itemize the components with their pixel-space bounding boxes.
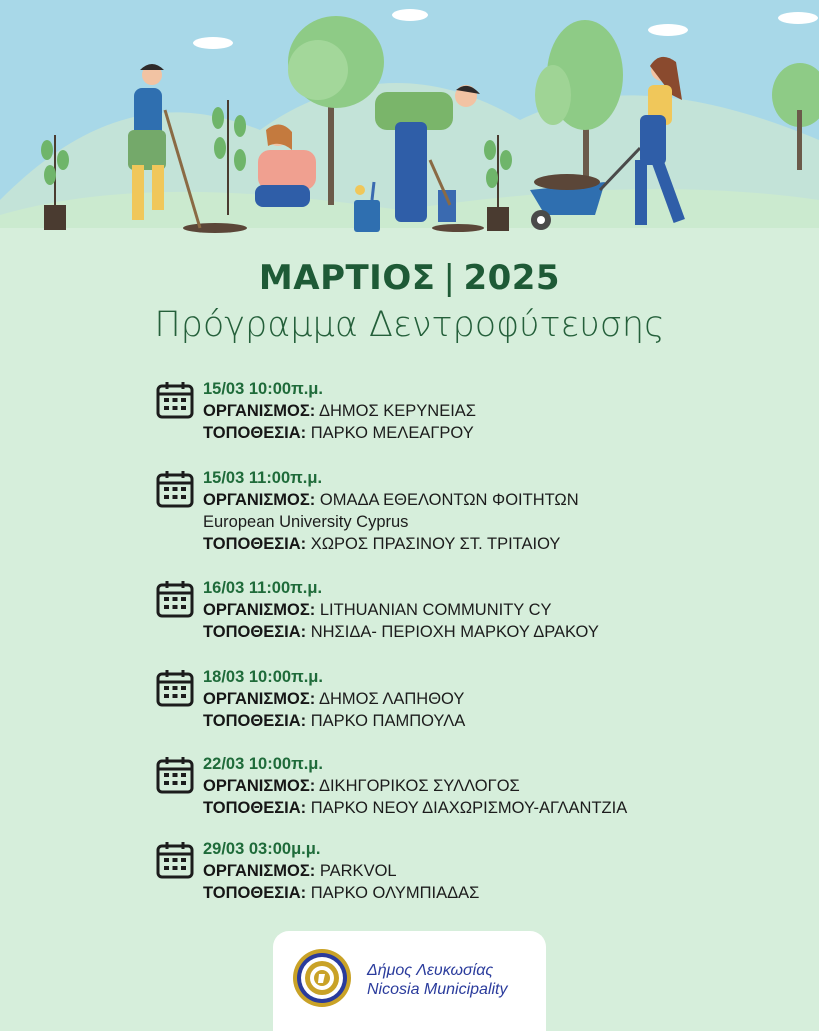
location-label: ΤΟΠΟΘΕΣΙΑ:	[203, 424, 307, 442]
hero-illustration	[0, 0, 819, 250]
title-block	[0, 258, 819, 348]
municipality-logo-card	[273, 931, 546, 1031]
location-label: ΤΟΠΟΘΕΣΙΑ:	[203, 884, 307, 902]
organizer-label: ΟΡΓΑΝΙΣΜΟΣ:	[203, 601, 316, 619]
organizer-label: ΟΡΓΑΝΙΣΜΟΣ:	[203, 491, 316, 509]
municipality-name	[367, 961, 508, 999]
calendar-icon	[155, 380, 195, 420]
organizer-label: ΟΡΓΑΝΙΣΜΟΣ:	[203, 777, 316, 795]
organizer-label: ΟΡΓΑΝΙΣΜΟΣ:	[203, 690, 316, 708]
event-location: ΠΑΡΚΟ ΝΕΟΥ ΔΙΑΧΩΡΙΣΜΟΥ-ΑΓΛΑΝΤΖΙΑ	[310, 799, 628, 817]
calendar-icon	[155, 668, 195, 708]
event-organizer: LITHUANIAN COMMUNITY CY	[319, 601, 552, 619]
event-datetime: 15/03 11:00π.μ.	[203, 469, 323, 487]
calendar-icon	[155, 469, 195, 509]
municipality-name-english: Nicosia Municipality	[367, 981, 508, 998]
event-organizer: ΔΙΚΗΓΟΡΙΚΟΣ ΣΥΛΛΟΓΟΣ	[318, 777, 520, 795]
event-location: ΠΑΡΚΟ ΟΛΥΜΠΙΑΔΑΣ	[310, 884, 480, 902]
event-datetime: 16/03 11:00π.μ.	[203, 579, 323, 597]
event-location: ΝΗΣΙΔΑ- ΠΕΡΙΟΧΗ ΜΑΡΚΟΥ ΔΡΑΚΟΥ	[310, 623, 599, 641]
event-location: ΠΑΡΚΟ ΜΕΛΕΑΓΡΟΥ	[310, 424, 474, 442]
event-organizer-extra: European University Cyprus	[203, 513, 409, 531]
event-location: ΠΑΡΚΟ ΠΑΜΠΟΥΛΑ	[310, 712, 466, 730]
event-item	[155, 467, 579, 555]
event-organizer: PARKVOL	[319, 862, 397, 880]
event-item	[155, 666, 465, 732]
organizer-label: ΟΡΓΑΝΙΣΜΟΣ:	[203, 402, 316, 420]
title-year: 2025	[463, 258, 561, 298]
page-subtitle: Πρόγραμμα Δεντροφύτευσης	[154, 305, 665, 345]
event-datetime: 29/03 03:00μ.μ.	[203, 840, 321, 858]
event-item	[155, 577, 599, 643]
event-datetime: 15/03 10:00π.μ.	[203, 380, 323, 398]
location-label: ΤΟΠΟΘΕΣΙΑ:	[203, 799, 307, 817]
location-label: ΤΟΠΟΘΕΣΙΑ:	[203, 712, 307, 730]
event-datetime: 22/03 10:00π.μ.	[203, 755, 323, 773]
municipality-name-greek: Δήμος Λευκωσίας	[367, 962, 494, 979]
event-organizer: ΔΗΜΟΣ ΚΕΡΥΝΕΙΑΣ	[318, 402, 476, 420]
page-title	[0, 258, 819, 298]
event-item	[155, 753, 627, 819]
location-label: ΤΟΠΟΘΕΣΙΑ:	[203, 623, 307, 641]
title-separator: |	[443, 258, 456, 298]
event-organizer: ΔΗΜΟΣ ΛΑΠΗΘΟΥ	[318, 690, 465, 708]
organizer-label: ΟΡΓΑΝΙΣΜΟΣ:	[203, 862, 316, 880]
event-item	[155, 378, 476, 444]
location-label: ΤΟΠΟΘΕΣΙΑ:	[203, 535, 307, 553]
title-month: ΜΑΡΤΙΟΣ	[258, 258, 436, 298]
calendar-icon	[155, 840, 195, 880]
event-item	[155, 838, 479, 904]
calendar-icon	[155, 579, 195, 619]
event-organizer: ΟΜΑΔΑ ΕΘΕΛΟΝΤΩΝ ΦΟΙΤΗΤΩΝ	[319, 491, 579, 509]
event-datetime: 18/03 10:00π.μ.	[203, 668, 323, 686]
event-location: ΧΩΡΟΣ ΠΡΑΣΙΝΟΥ ΣΤ. ΤΡΙΤΑΙΟΥ	[310, 535, 561, 553]
calendar-icon	[155, 755, 195, 795]
municipality-seal-icon	[291, 947, 353, 1009]
